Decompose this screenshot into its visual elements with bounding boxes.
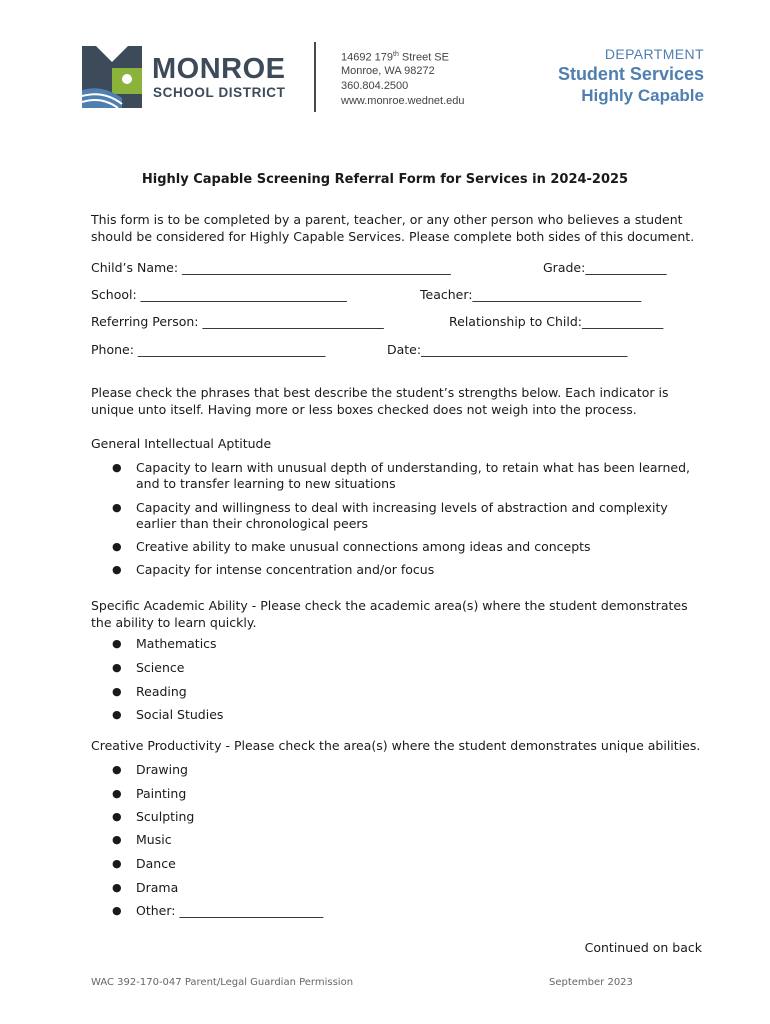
bullet-icon: ●	[112, 685, 122, 698]
creative-item[interactable]: Music	[136, 832, 172, 847]
creative-item[interactable]: Drawing	[136, 762, 188, 777]
creative-item[interactable]: Dance	[136, 856, 176, 871]
monroe-logo-icon	[82, 46, 142, 108]
footer-left: WAC 392-170-047 Parent/Legal Guardian Permission	[91, 977, 354, 988]
footer-right: September 2023	[549, 977, 633, 988]
header-divider	[314, 42, 316, 112]
bullet-icon: ●	[112, 637, 122, 650]
bullet-icon: ●	[112, 833, 122, 846]
section-heading-creative: Creative Productivity - Please check the area(s) where the student demonstrates unique abilities.	[91, 738, 701, 753]
academic-item[interactable]: Science	[136, 660, 185, 675]
department-program: Highly Capable	[581, 86, 704, 105]
academic-item[interactable]: Reading	[136, 684, 187, 699]
bullet-icon: ●	[112, 708, 122, 721]
general-item[interactable]: Creative ability to make unusual connections among ideas and concepts	[136, 539, 591, 554]
bullet-icon: ●	[112, 461, 122, 474]
bullet-icon: ●	[112, 857, 122, 870]
logo-text-monroe: MONROE	[152, 53, 286, 85]
bullet-icon: ●	[112, 810, 122, 823]
academic-item[interactable]: Mathematics	[136, 636, 217, 651]
teacher-field[interactable]: Teacher:___________________________	[420, 287, 642, 302]
school-field[interactable]: School: _________________________________	[91, 287, 347, 302]
bullet-icon: ●	[112, 787, 122, 800]
general-item[interactable]: Capacity for intense concentration and/or focus	[136, 562, 435, 577]
creative-item[interactable]: Drama	[136, 880, 179, 895]
section-heading-academic: Specific Academic Ability - Please check the academic area(s) where the student demonstrates the ability to learn quickly.	[91, 598, 688, 630]
date-field[interactable]: Date:_________________________________	[387, 342, 628, 357]
intro-paragraph: This form is to be completed by a parent, teacher, or any other person who believes a student should be considered for Highly Capable Services. Please complete both sides of this document.	[91, 212, 695, 244]
form-title: Highly Capable Screening Referral Form for Services in 2024-2025	[141, 172, 629, 187]
creative-item[interactable]: Painting	[136, 786, 187, 801]
bullet-icon: ●	[112, 501, 122, 514]
address-street: 14692 179th Street SE	[341, 51, 449, 64]
bullet-icon: ●	[112, 540, 122, 553]
bullet-icon: ●	[112, 763, 122, 776]
relationship-field[interactable]: Relationship to Child:_____________	[449, 314, 664, 329]
creative-item[interactable]: Sculpting	[136, 809, 195, 824]
bullet-icon: ●	[112, 563, 122, 576]
address-city: Monroe, WA 98272	[341, 65, 435, 77]
bullet-icon: ●	[112, 661, 122, 674]
section-heading-general: General Intellectual Aptitude	[91, 436, 272, 451]
creative-item-other[interactable]: Other: _______________________	[136, 903, 324, 918]
general-item[interactable]: Capacity and willingness to deal with increasing levels of abstraction and complexity earlier than their chronological peers	[136, 500, 668, 531]
academic-item[interactable]: Social Studies	[136, 707, 224, 722]
grade-field[interactable]: Grade:_____________	[543, 260, 667, 275]
referring-person-field[interactable]: Referring Person: _____________________________	[91, 314, 384, 329]
phone-field[interactable]: Phone: ______________________________	[91, 342, 326, 357]
bullet-icon: ●	[112, 904, 122, 917]
childs-name-field[interactable]: Child’s Name: ___________________________________________	[91, 260, 451, 275]
address-web: www.monroe.wednet.edu	[341, 95, 465, 107]
bullet-icon: ●	[112, 881, 122, 894]
department-label: DEPARTMENT	[604, 46, 704, 62]
general-item[interactable]: Capacity to learn with unusual depth of understanding, to retain what has been learned, and to transfer learning to new situations	[136, 460, 690, 491]
address-phone: 360.804.2500	[341, 80, 409, 92]
instructions-paragraph: Please check the phrases that best describe the student’s strengths below. Each indicator is unique unto itself. Having more or less boxes checked does not weigh into the process.	[91, 385, 669, 417]
continued-on-back: Continued on back	[584, 940, 702, 955]
logo-text-school-district: SCHOOL DISTRICT	[153, 85, 286, 100]
department-name: Student Services	[557, 64, 704, 84]
